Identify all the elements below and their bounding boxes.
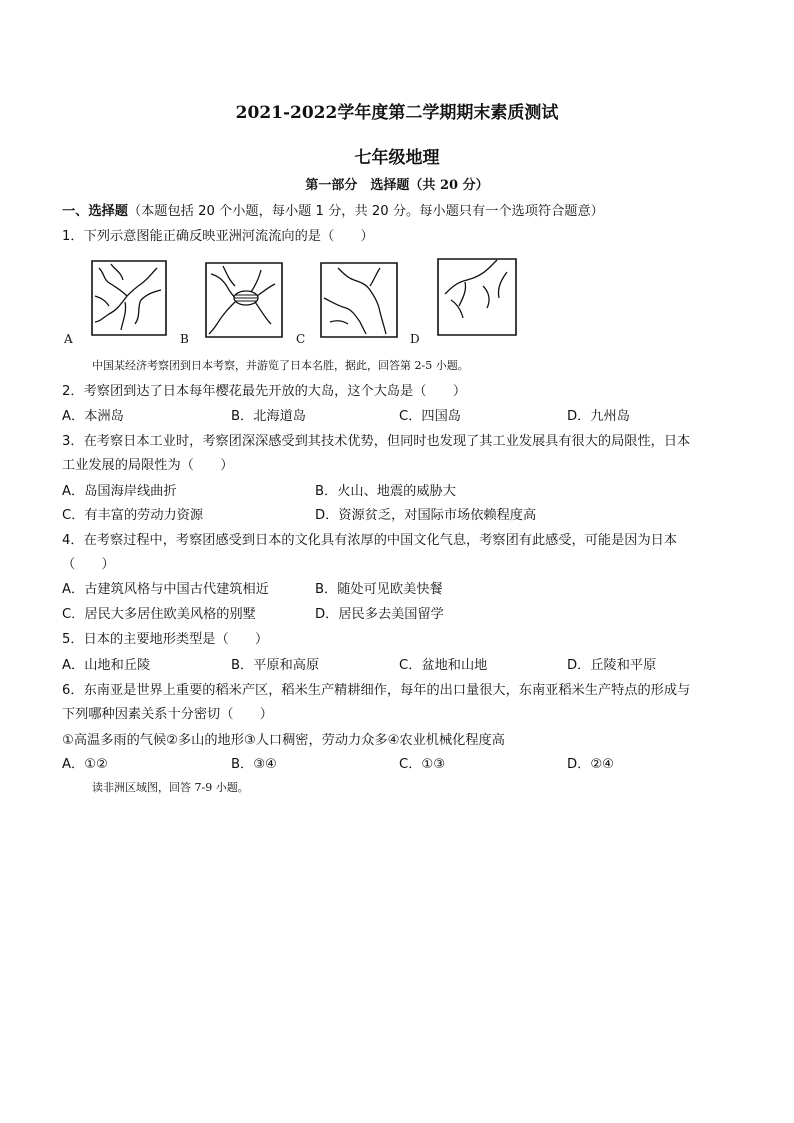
q6-stem-line2: 下列哪种因素关系十分密切（ ） bbox=[62, 707, 273, 722]
q6-option-a: A．①② bbox=[62, 757, 108, 772]
section-heading-line bbox=[62, 200, 604, 219]
q6-option-b: B．③④ bbox=[231, 757, 277, 772]
q2-option-d: D．九州岛 bbox=[567, 409, 630, 424]
q5-option-d: D．丘陵和平原 bbox=[567, 658, 657, 673]
q3-stem-line1: 3．在考察日本工业时，考察团深深感受到其技术优势，但同时也发现了其工业发展具有很大的局限性，日本 bbox=[62, 434, 691, 449]
part-heading: 第一部分 选择题（共 20 分） bbox=[305, 178, 489, 193]
q5-stem: 5．日本的主要地形类型是（ ） bbox=[62, 632, 269, 647]
q3-option-a: A．岛国海岸线曲折 bbox=[62, 484, 177, 499]
q5-option-a: A．山地和丘陵 bbox=[62, 658, 151, 673]
q5-option-c: C．盆地和山地 bbox=[399, 658, 488, 673]
note-q7-9: 读非洲区域图，回答 7-9 小题。 bbox=[92, 781, 249, 794]
q4-option-b: B．随处可见欧美快餐 bbox=[315, 582, 443, 597]
map-label-b: B bbox=[180, 332, 189, 346]
q6-option-c: C．①③ bbox=[399, 757, 446, 772]
q3-stem-line2: 工业发展的局限性为（ ） bbox=[62, 458, 234, 473]
q4-option-c: C．居民大多居住欧美风格的别墅 bbox=[62, 607, 256, 622]
q2-option-b: B．北海道岛 bbox=[231, 409, 306, 424]
river-map-c bbox=[320, 262, 398, 338]
q4-option-d: D．居民多去美国留学 bbox=[315, 607, 444, 622]
note-q2-5: 中国某经济考察团到日本考察，并游览了日本名胜，据此，回答第 2-5 小题。 bbox=[92, 359, 469, 372]
river-map-a bbox=[91, 260, 167, 336]
q3-option-b: B．火山、地震的威胁大 bbox=[315, 484, 456, 499]
q5-option-b: B．平原和高原 bbox=[231, 658, 320, 673]
river-map-b bbox=[205, 262, 283, 338]
q3-option-d: D．资源贫乏，对国际市场依赖程度高 bbox=[315, 508, 537, 523]
q6-stem-line1: 6．东南亚是世界上重要的稻米产区，稻米生产精耕细作，每年的出口量很大，东南亚稻米生产特点的形成与 bbox=[62, 683, 691, 698]
q4-stem-line1: 4．在考察过程中，考察团感受到日本的文化具有浓厚的中国文化气息，考察团有此感受，可能是因为日本 bbox=[62, 533, 678, 548]
q2-stem: 2．考察团到达了日本每年樱花最先开放的大岛，这个大岛是（ ） bbox=[62, 384, 467, 399]
q4-stem-line2: （ ） bbox=[62, 557, 115, 572]
map-label-d: D bbox=[410, 332, 420, 346]
q4-option-a: A．古建筑风格与中国古代建筑相近 bbox=[62, 582, 269, 597]
exam-title: 2021-2022学年度第二学期期末素质测试 bbox=[235, 103, 559, 123]
q6-option-d: D．②④ bbox=[567, 757, 614, 772]
q2-option-c: C．四国岛 bbox=[399, 409, 461, 424]
map-label-a: A bbox=[64, 332, 73, 346]
river-map-d bbox=[437, 258, 517, 336]
section-heading: 一、选择题 bbox=[62, 204, 128, 219]
section-instructions: （本题包括 20 个小题，每小题 1 分，共 20 分。每小题只有一个选项符合题意） bbox=[127, 204, 604, 219]
q3-option-c: C．有丰富的劳动力资源 bbox=[62, 508, 204, 523]
q6-items: ①高温多雨的气候②多山的地形③人口稠密，劳动力众多④农业机械化程度高 bbox=[62, 733, 505, 748]
exam-subject: 七年级地理 bbox=[354, 148, 440, 168]
q1-stem: 1．下列示意图能正确反映亚洲河流流向的是（ ） bbox=[62, 229, 374, 244]
q2-option-a: A．本洲岛 bbox=[62, 409, 124, 424]
map-label-c: C bbox=[296, 332, 306, 346]
